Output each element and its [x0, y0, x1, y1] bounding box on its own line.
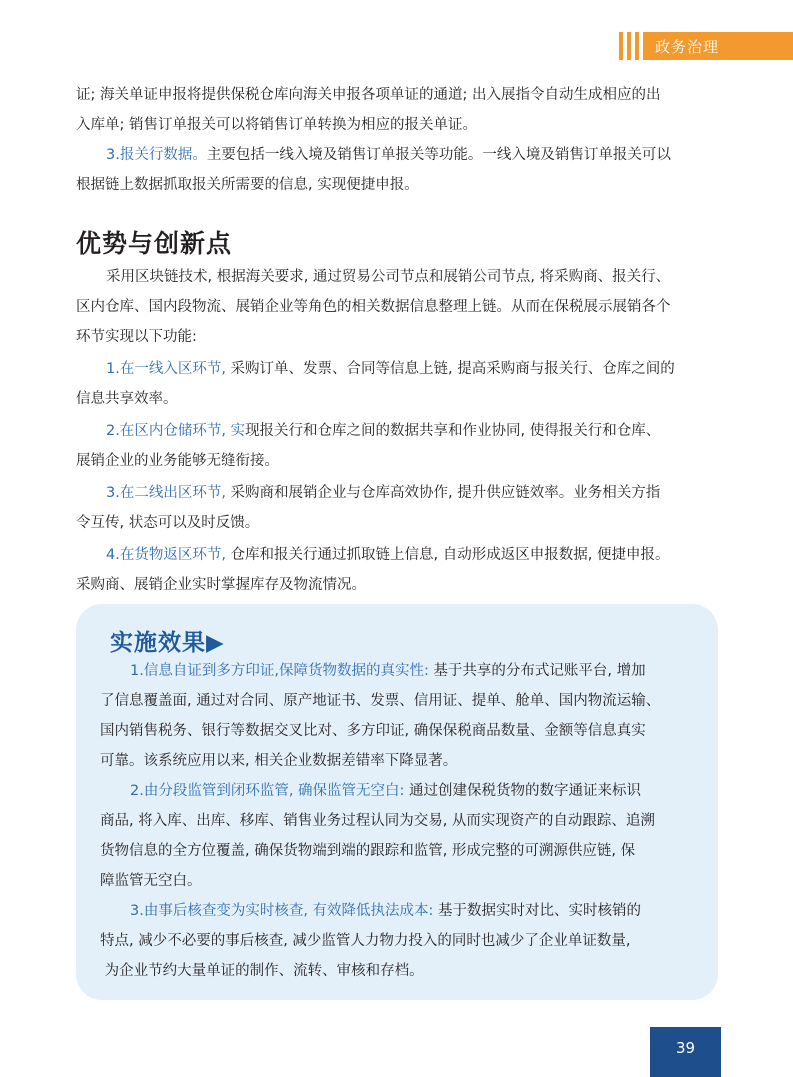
callout-title: 实施效果▶	[110, 629, 225, 656]
text-line: 障监管无空白。	[100, 873, 202, 889]
text-line: 根据链上数据抓取报关所需要的信息, 实现便捷申报。	[76, 177, 419, 193]
text-line: 信息共享效率。	[76, 391, 178, 407]
page-number-text: 39	[675, 1039, 696, 1057]
effect-item	[100, 776, 706, 896]
text-line: 货物信息的全方位覆盖, 确保货物端到端的跟踪和监管, 形成完整的可溯源供应链, 保	[100, 843, 636, 859]
intro-item-3	[76, 140, 722, 200]
text-line: 环节实现以下功能:	[76, 329, 197, 345]
section-header-tab	[619, 32, 793, 60]
item-text: 采购商和展销企业与仓库高效协作, 提升供应链效率。业务相关方指	[225, 485, 661, 501]
text-line: 证; 海关单证申报将提供保税仓库向海关申报各项单证的通道; 出入展指令自动生成相应的出	[76, 87, 661, 103]
item-lead: 4.在货物返区环节,	[106, 547, 226, 563]
text-line: 令互传, 状态可以及时反馈。	[76, 515, 260, 531]
text-line: 采购商、展销企业实时掌握库存及物流情况。	[76, 577, 366, 593]
text-line: 了信息覆盖面, 通过对合同、原产地证书、发票、信用证、提单、舱单、国内物流运输、	[100, 693, 661, 709]
item-lead: 3.由事后核查变为实时核查, 有效降低执法成本:	[130, 903, 434, 919]
effect-item	[100, 656, 706, 776]
header-stripes	[623, 32, 643, 60]
section-label: 政务治理	[655, 37, 720, 56]
intro-paragraph	[76, 80, 722, 140]
text-line: 国内销售税务、银行等数据交叉比对、多方印证, 确保保税商品数量、金额等信息真实	[100, 723, 646, 739]
item-text: 仓库和报关行通过抓取链上信息, 自动形成返区申报数据, 便捷申报。	[225, 547, 670, 563]
implementation-effects-box	[76, 604, 718, 1000]
item-text: 采购订单、发票、合同等信息上链, 提高采购商与报关行、仓库之间的	[225, 361, 675, 377]
item-text: 基于共享的分布式记账平台, 增加	[428, 663, 646, 679]
list-item	[76, 540, 722, 600]
list-item	[76, 416, 722, 476]
list-item	[76, 354, 722, 414]
section-heading: 优势与创新点	[76, 229, 233, 258]
item-lead: 2.在区内仓储环节, 实	[106, 423, 246, 439]
text-line: 区内仓库、国内段物流、展销企业等角色的相关数据信息整理上链。从而在保税展示展销各个	[76, 299, 671, 315]
text-line: 采用区块链技术, 根据海关要求, 通过贸易公司节点和展销公司节点, 将采购商、报关行、	[106, 269, 671, 285]
item-lead: 2.由分段监管到闭环监管, 确保监管无空白:	[130, 783, 405, 799]
item-text: 基于数据实时对比、实时核销的	[433, 903, 642, 919]
text-line: 入库单; 销售订单报关可以将销售订单转换为相应的报关单证。	[76, 117, 477, 133]
section-intro	[76, 262, 722, 352]
effect-item	[100, 896, 706, 986]
text-line: 商品, 将入库、出库、移库、销售业务过程认同为交易, 从而实现资产的自动跟踪、追溯	[100, 813, 655, 829]
text-line: 特点, 减少不必要的事后核查, 减少监管人力物力投入的同时也减少了企业单证数量,	[100, 933, 631, 949]
text-line: 为企业节约大量单证的制作、流转、审核和存档。	[100, 963, 424, 979]
page-number	[650, 1027, 721, 1077]
text-line: 展销企业的业务能够无缝衔接。	[76, 453, 279, 469]
callout-body	[100, 656, 706, 986]
item-lead: 3.在二线出区环节,	[106, 485, 226, 501]
item-text: 通过创建保税货物的数字通证来标识	[404, 783, 642, 799]
item-text: 主要包括一线入境及销售订单报关等功能。一线入境及销售订单报关可以	[206, 147, 671, 163]
list-item	[76, 478, 722, 538]
item-lead: 1.信息自证到多方印证,保障货物数据的真实性:	[130, 663, 429, 679]
item-text: 现报关行和仓库之间的数据共享和作业协同, 使得报关行和仓库、	[245, 423, 661, 439]
text-line: 可靠。该系统应用以来, 相关企业数据差错率下降显著。	[100, 753, 458, 769]
item-lead: 1.在一线入区环节,	[106, 361, 226, 377]
item-lead: 3.报关行数据。	[106, 147, 207, 163]
